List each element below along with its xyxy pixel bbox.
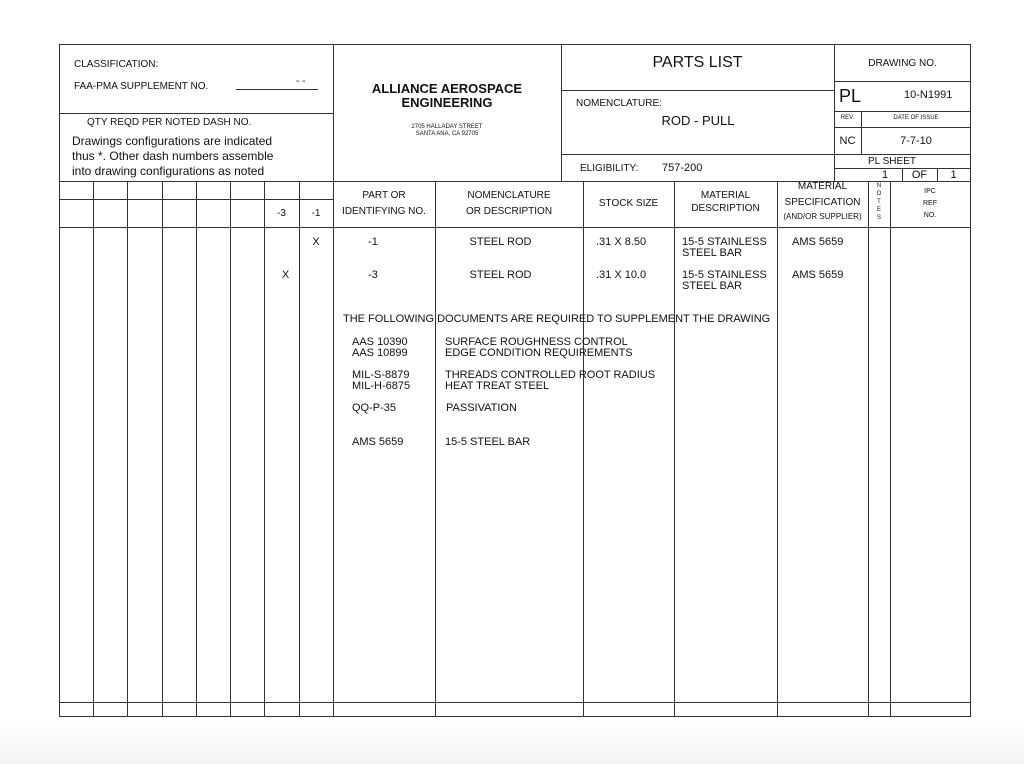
nomenclature-label: NOMENCLATURE: [576, 98, 662, 109]
supplement-label: FAA-PMA SUPPLEMENT NO. [74, 81, 209, 92]
document-title: EDGE CONDITION REQUIREMENTS [445, 347, 633, 359]
nomenclature-value: ROD - PULL [661, 113, 735, 128]
drawing-number: 10-N1991 [904, 89, 953, 101]
row2-description: STEEL ROD [469, 269, 532, 281]
document-code: MIL-S-8879 [352, 369, 410, 381]
stock-size-header: STOCK SIZE [598, 198, 659, 209]
row2-stock-size: .31 X 10.0 [596, 269, 647, 281]
dash-column-minus3: -3 [277, 208, 286, 219]
ipc-header-line2: REF [923, 200, 937, 207]
notes-letter: N [876, 183, 882, 189]
pl-code: PL [839, 86, 862, 106]
ipc-header-line3: NO. [923, 212, 937, 219]
company-address-line1: 2705 HALLADAY STREET [411, 124, 483, 130]
rev-label: REV. [840, 115, 855, 121]
material-header-line1: MATERIAL [700, 190, 751, 201]
row1-material-line1: 15-5 STAINLESS [682, 236, 767, 248]
notes-letter: T [877, 199, 881, 205]
supplement-value: - - [296, 76, 306, 87]
company-name-line1: ALLIANCE AEROSPACE [371, 81, 523, 96]
rev-value: NC [839, 135, 856, 147]
qty-note-line2: thus *. Other dash numbers assemble [72, 149, 274, 163]
document-code: AAS 10899 [352, 347, 408, 359]
sheet-number: 1 [881, 169, 889, 181]
date-of-issue-value: 7-7-10 [900, 135, 932, 147]
ipc-header-line1: IPC [924, 188, 936, 195]
spec-header-line2: SPECIFICATION [784, 197, 861, 208]
row1-spec: AMS 5659 [792, 236, 844, 248]
notes-letter: O [876, 191, 882, 197]
document-title: SURFACE ROUGHNESS CONTROL [445, 336, 628, 348]
sheet-total: 1 [950, 169, 957, 181]
nomenclature-header-line2: OR DESCRIPTION [465, 206, 553, 217]
notes-letter: E [876, 207, 881, 213]
part-header-line2: IDENTIFYING NO. [342, 206, 426, 217]
spec-header-line3: (AND/OR SUPPLIER) [783, 212, 862, 221]
document-code: QQ-P-35 [352, 402, 397, 414]
document-title: 15-5 STEEL BAR [445, 436, 531, 448]
company-name-line2: ENGINEERING [401, 95, 493, 110]
row2-qty-mark: X [281, 269, 290, 281]
row1-description: STEEL ROD [469, 236, 532, 248]
notes-letter: S [876, 215, 881, 221]
pl-sheet-label: PL SHEET [868, 156, 916, 167]
document-title: THREADS CONTROLLED ROOT RADIUS [445, 369, 656, 381]
document-title: PASSIVATION [446, 402, 517, 414]
document-code: MIL-H-6875 [352, 380, 411, 392]
row1-stock-size: .31 X 8.50 [596, 236, 647, 248]
classification-label: CLASSIFICATION: [74, 59, 159, 70]
eligibility-value: 757-200 [662, 162, 703, 174]
document-code: AMS 5659 [352, 436, 404, 448]
qty-note-line1: Drawings configurations are indicated [72, 134, 273, 148]
date-of-issue-label: DATE OF ISSUE [893, 115, 939, 121]
row2-material-line1: 15-5 STAINLESS [682, 269, 767, 281]
document-code: AAS 10390 [352, 336, 408, 348]
row2-spec: AMS 5659 [792, 269, 844, 281]
material-header-line2: DESCRIPTION [691, 203, 760, 214]
row1-qty-mark: X [312, 236, 320, 248]
spec-header-line1: MATERIAL [797, 181, 848, 192]
documents-heading: THE FOLLOWING DOCUMENTS ARE REQUIRED TO SUPPLEMENT THE DRAWING [343, 313, 771, 325]
drawing-no-label: DRAWING NO. [868, 58, 937, 69]
row1-part-no: -1 [368, 236, 378, 248]
dash-column-minus1: -1 [311, 208, 321, 219]
document-title: HEAT TREAT STEEL [445, 380, 550, 392]
eligibility-label: ELIGIBILITY: [580, 163, 639, 174]
parts-list-title: PARTS LIST [652, 54, 743, 71]
row2-material-line2: STEEL BAR [682, 280, 743, 292]
company-address-line2: SANTA ANA, CA 92705 [415, 131, 479, 137]
row2-part-no: -3 [368, 269, 378, 281]
sheet-of-label: OF [911, 169, 928, 181]
nomenclature-header-line1: NOMENCLATURE [467, 190, 551, 201]
qty-note-line3: into drawing configurations as noted [72, 164, 265, 178]
part-header-line1: PART OR [362, 190, 406, 201]
row1-material-line2: STEEL BAR [682, 247, 743, 259]
notes-header [868, 182, 890, 222]
qty-label: QTY REQD PER NOTED DASH NO. [87, 117, 252, 128]
